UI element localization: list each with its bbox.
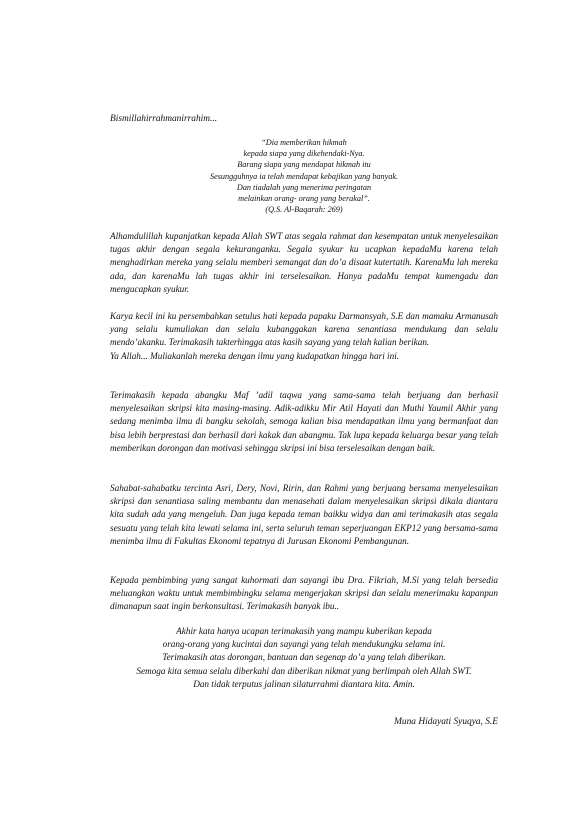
paragraph-text: Terimakasih kepada abangku Maf ’adil taqwa yang sama-sama telah berjuang dan berhasil menyelesaikan skripsi kita masing-masing. Adik-adikku Mir Atil Hayati dan Muthi Yaumil Akhir yang sedang menimba ilmu di bangku sekolah, semoga kalian bisa mendapatkan ilmu yang bermanfaat dan bisa lebih berprestasi dan berhasil dari kakak dan abangmu. Tak lupa kepada keluarga besar yang telah memberikan dorongan dan motivasi sehingga skripsi ini bisa terselesaikan dengan baik.: [110, 390, 498, 453]
closing-line: Semoga kita semua selalu diberkahi dan diberikan nikmat yang berlimpah oleh Allah SWT.: [136, 665, 472, 676]
quote-line: “Dia memberikan hikmah: [261, 138, 347, 147]
paragraph-text: Ya Allah... Muliakanlah mereka dengan ilmu yang kudapatkan hingga hari ini.: [110, 350, 400, 361]
paragraph-friends: [110, 482, 498, 548]
closing-verse: [110, 625, 498, 691]
closing-line: orang-orang yang kucintai dan sayangi yang telah mendukungku selama ini.: [162, 639, 446, 650]
quote-line: kepada siapa yang dikehendaki-Nya.: [243, 149, 365, 159]
quran-quote: [110, 137, 498, 215]
paragraph-text: Alhamdulillah kupanjatkan kepada Allah SWT atas segala rahmat dan kesempatan untuk menyelesaikan tugas akhir dengan segala kekuranganku. Segala syukur ku ucapkan kepadaMu karena telah menghadirkan mereka yang selalu memberi semangat dan do’a disaat kutertatih. KarenaMu lah mereka ada, dan karenaMu lah tugas akhir ini terselesaikan. Hanya padaMu tempat kumengadu dan mengucapkan syukur.: [110, 231, 498, 294]
paragraph-text: Sahabat-sahabatku tercinta Asri, Dery, Novi, Ririn, dan Rahmi yang berjuang bersama menyelesaikan skripsi dan senantiasa saling membantu dan menasehati dalam menyelesaikan skripsi dikala diantara kita sudah ada yang mengeluh. Dan juga kepada teman baikku widya dan ami terimakasih atas segala sesuatu yang telah kita lewati selama ini, serta seluruh teman seperjuangan EKP12 yang bersama-sama menimba ilmu di Fakultas Ekonomi tepatnya di Jurusan Ekonomi Pembangunan.: [110, 483, 498, 546]
quote-line: Dan tiadalah yang menerima peringatan: [236, 182, 372, 192]
quote-line: melainkan orang- orang yang berakal”.: [238, 194, 370, 204]
opening-line: Bismillahirrahmanirrahim...: [110, 114, 218, 124]
paragraph-gratitude: [110, 230, 498, 296]
paragraph-parents: [110, 310, 498, 363]
closing-line: Akhir kata hanya ucapan terimakasih yang mampu kuberikan kepada: [176, 626, 432, 636]
paragraph-siblings: [110, 389, 498, 455]
paragraph-text: Kepada pembimbing yang sangat kuhormati dan sayangi ibu Dra. Fikriah, M.Si yang telah bersedia meluangkan waktu untuk membimbingku selama mengerjakan skripsi dan selalu menerimaku kapanpun dimanapun saat ingin berkonsultasi. Terimakasih banyak ibu..: [110, 575, 498, 612]
paragraph-supervisor: [110, 574, 498, 614]
closing-line: Dan tidak terputus jalinan silaturrahmi diantara kita. Amin.: [193, 678, 415, 689]
closing-line: Terimakasih atas dorongan, bantuan dan segenap do’a yang telah diberikan.: [162, 652, 446, 663]
signature: Muna Hidayati Syuqya, S.E: [394, 717, 498, 727]
quote-line: Barang siapa yang mendapat hikmah itu: [237, 160, 371, 170]
paragraph-text: Karya kecil ini ku persembahkan setulus hati kepada papaku Darmansyah, S.E dan mamaku Armanusah yang selalu kumuliakan dan selalu kubanggakan karena senantiasa mendukung dan selalu mendo’akanku. Terimakasih takterhingga atas kasih sayang yang telah kalian berikan.: [110, 311, 498, 348]
quote-citation: (Q.S. Al-Baqarah: 269): [265, 205, 343, 215]
quote-line: Sesungguhnya ia telah mendapat kebajikan yang banyak.: [209, 171, 399, 181]
